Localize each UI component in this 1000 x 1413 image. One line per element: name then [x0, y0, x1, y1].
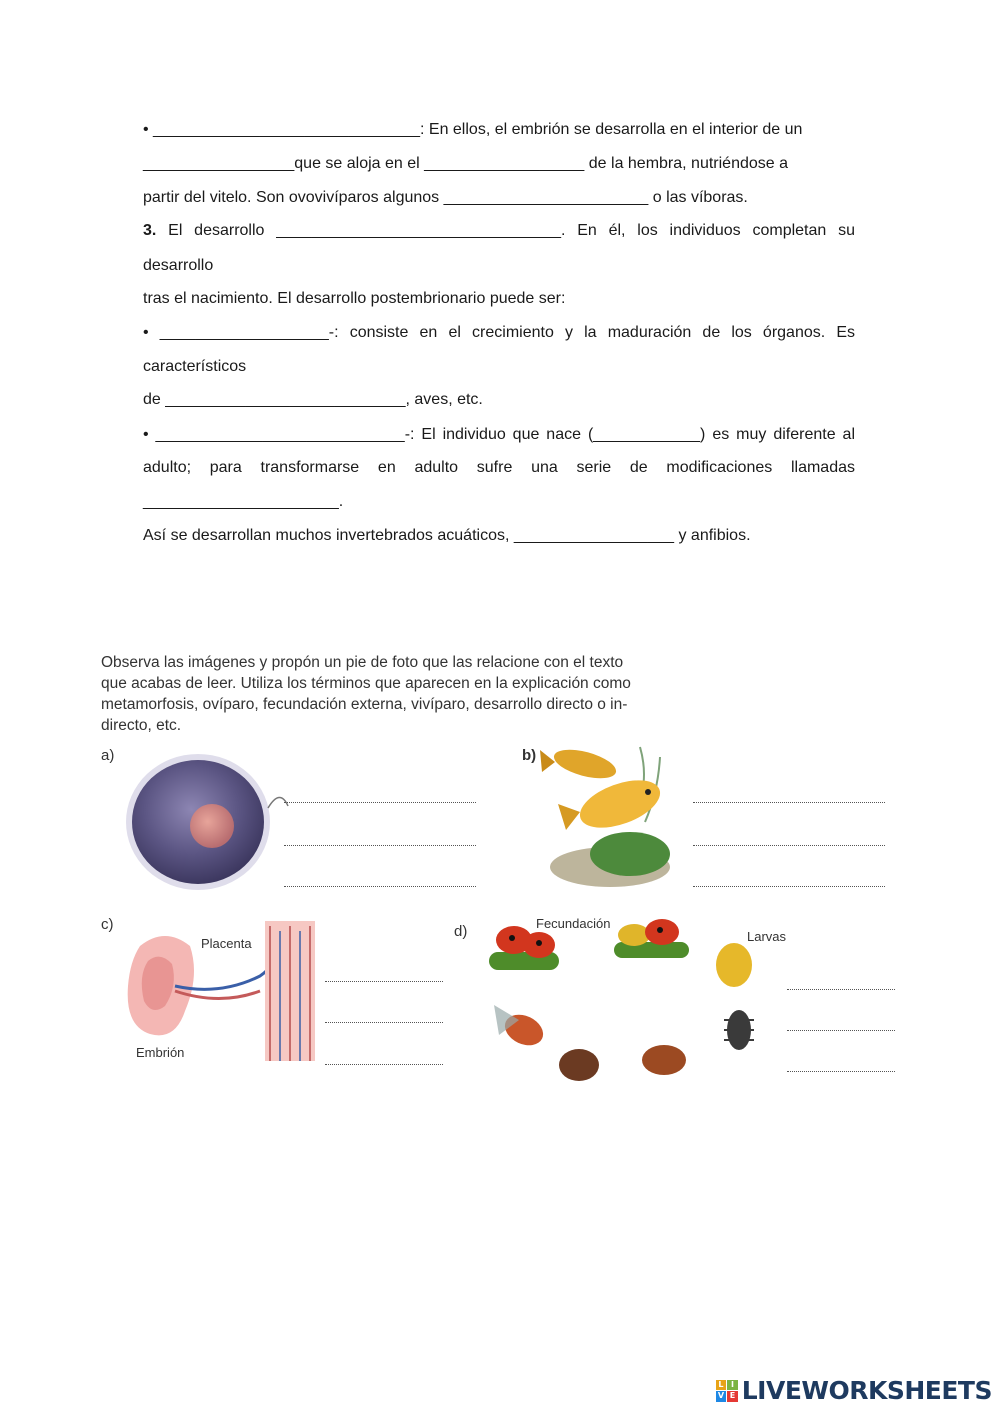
fish-image [540, 742, 685, 892]
text-line-1: • ______________________________: En ellos, el embrión se desarrolla en el interior de un [143, 121, 803, 138]
answer-line-c-3[interactable] [325, 1064, 443, 1065]
answer-line-b-2[interactable] [693, 845, 885, 846]
liveworksheets-icon: L I V E [716, 1380, 738, 1402]
text-line-5: desarrollo [143, 257, 214, 274]
text-line-4-rest: El desarrollo ________________________________. En él, los individuos completan su [156, 222, 855, 239]
text-line-7: • ___________________-: consiste en el crecimiento y la maduración de los órganos. Es [143, 324, 855, 341]
caption-embryo: Embrión [136, 1045, 185, 1060]
text-line-13: Así se desarrollan muchos invertebrados acuáticos, __________________ y anfibios. [143, 527, 751, 544]
text-line-11: adulto; para transformarse en adulto sufre una serie de modificaciones llamadas [143, 459, 855, 476]
text-line-2: _________________que se aloja en el __________________ de la hembra, nutriéndose a [143, 155, 789, 172]
text-line-9: de ___________________________, aves, etc. [143, 391, 483, 408]
label-b: b) [522, 747, 537, 764]
instruction-line: metamorfosis, ovíparo, fecundación externa, vivíparo, desarrollo directo o in- [101, 696, 628, 713]
text-line-10: • ____________________________-: El individuo que nace (____________) es muy diferente al [143, 426, 855, 443]
answer-line-d-2[interactable] [787, 1030, 895, 1031]
answer-line-a-1[interactable] [284, 802, 476, 803]
text-line-3: partir del vitelo. Son ovovivíparos algunos _______________________ o las víboras. [143, 189, 748, 206]
instruction-line: directo, etc. [101, 717, 182, 734]
text-line-8: característicos [143, 358, 247, 375]
egg-cell-image [120, 748, 290, 896]
answer-line-d-3[interactable] [787, 1071, 895, 1072]
label-c: c) [101, 916, 114, 933]
section-number: 3. [143, 222, 157, 239]
label-d: d) [454, 923, 468, 940]
answer-line-d-1[interactable] [787, 989, 895, 990]
liveworksheets-logo [716, 1376, 992, 1405]
caption-fecundacion: Fecundación [536, 916, 611, 931]
answer-line-b-1[interactable] [693, 802, 885, 803]
answer-line-a-2[interactable] [284, 845, 476, 846]
caption-placenta: Placenta [201, 936, 252, 951]
instruction-line: que acabas de leer. Utiliza los términos que aparecen en la explicación como [101, 675, 631, 692]
answer-line-c-1[interactable] [325, 981, 443, 982]
instruction-line: Observa las imágenes y propón un pie de foto que las relacione con el texto [101, 654, 624, 671]
activity-instructions [101, 652, 711, 736]
ladybug-lifecycle-image [484, 910, 787, 1090]
answer-line-c-2[interactable] [325, 1022, 443, 1023]
caption-larvas: Larvas [747, 929, 787, 944]
text-line-6: tras el nacimiento. El desarrollo postembrionario puede ser: [143, 290, 566, 307]
label-a: a) [101, 747, 115, 764]
answer-line-a-3[interactable] [284, 886, 476, 887]
text-line-4 [143, 221, 855, 241]
answer-line-b-3[interactable] [693, 886, 885, 887]
text-line-12: ______________________. [143, 493, 344, 510]
brand-name: LIVEWORKSHEETS [741, 1376, 992, 1405]
